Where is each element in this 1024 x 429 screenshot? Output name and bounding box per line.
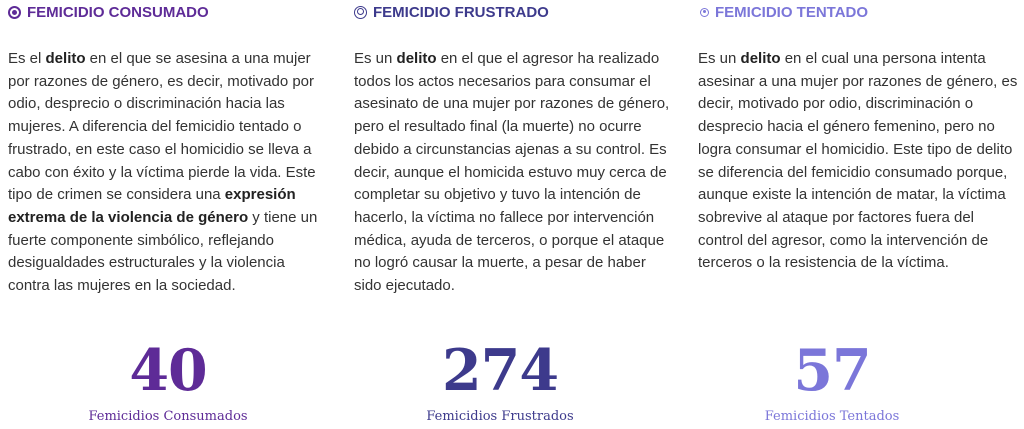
- description-tentado: [698, 48, 1018, 275]
- description-frustrado: [354, 48, 676, 298]
- column-frustrado: [354, 0, 680, 429]
- title-frustrado: FEMICIDIO FRUSTRADO: [373, 3, 549, 21]
- heading-tentado: [698, 2, 868, 22]
- title-consumado: FEMICIDIO CONSUMADO: [27, 3, 209, 21]
- desc-text: y tiene un fuerte componente simbólico, reflejando desigualdades estructurales y la violencia contra las mujeres en la sociedad.: [8, 208, 318, 295]
- radio-filled-icon: [8, 6, 21, 19]
- desc-text: en el cual una persona intenta asesinar a una mujer por razones de género, es decir, motivado por odio, discriminación o desprecio hacia el género femenino, pero no logra consumar el homicidio. Este tipo de delito se diferencia del femicidio consumado porque, aunque existe la intención de matar, la víctima sobrevive al ataque por factores fuera del control del agresor, como la intervención de terceros o la resistencia de la víctima.: [698, 50, 1018, 272]
- stat-label-tentado: Femicidios Tentados: [764, 409, 900, 424]
- double-ring-icon: [354, 6, 367, 19]
- desc-text: en el que se asesina a una mujer por razones de género, es decir, motivado por odio, desprecio o discriminación hacia las mujeres. A diferencia del femicidio tentado o frustrado, en este caso el homicidio se lleva a cabo con éxito y la víctima pierde la vida. Este tipo de crimen se considera una: [8, 50, 316, 204]
- stat-label-consumado: Femicidios Consumados: [88, 409, 248, 424]
- desc-bold: delito: [740, 50, 781, 67]
- stat-number-consumado: 40: [129, 337, 207, 404]
- desc-text: en el que el agresor ha realizado todos los actos necesarios para consumar el asesinato de una mujer por razones de género, pero el resultado final (la muerte) no ocurre debido a circunstancias ajenas a su control. Es decir, aunque el homicida estuvo muy cerca de completar su objetivo y tuvo la intención de hacerlo, la víctima no fallece por intervención médica, ayuda de terceros, o porque el ataque no logró causar la muerte, a pesar de haber sido ejecutado.: [354, 50, 670, 295]
- stat-label-frustrado: Femicidios Frustrados: [426, 409, 574, 424]
- title-tentado: FEMICIDIO TENTADO: [715, 3, 869, 21]
- description-consumado: [8, 48, 326, 298]
- desc-text: Es un: [354, 50, 397, 67]
- heading-consumado: [8, 2, 209, 22]
- column-tentado: [698, 0, 1024, 429]
- heading-frustrado: [354, 2, 549, 22]
- column-consumado: [8, 0, 330, 429]
- desc-bold: delito: [396, 50, 437, 67]
- desc-text: Es un: [698, 50, 741, 67]
- stat-number-tentado: 57: [793, 337, 871, 404]
- desc-bold: expresión extrema de la violencia de género: [8, 186, 296, 226]
- stat-number-frustrado: 274: [442, 337, 558, 404]
- dot-circle-icon: [700, 8, 709, 17]
- desc-text: Es el: [8, 50, 46, 67]
- desc-bold: delito: [45, 50, 86, 67]
